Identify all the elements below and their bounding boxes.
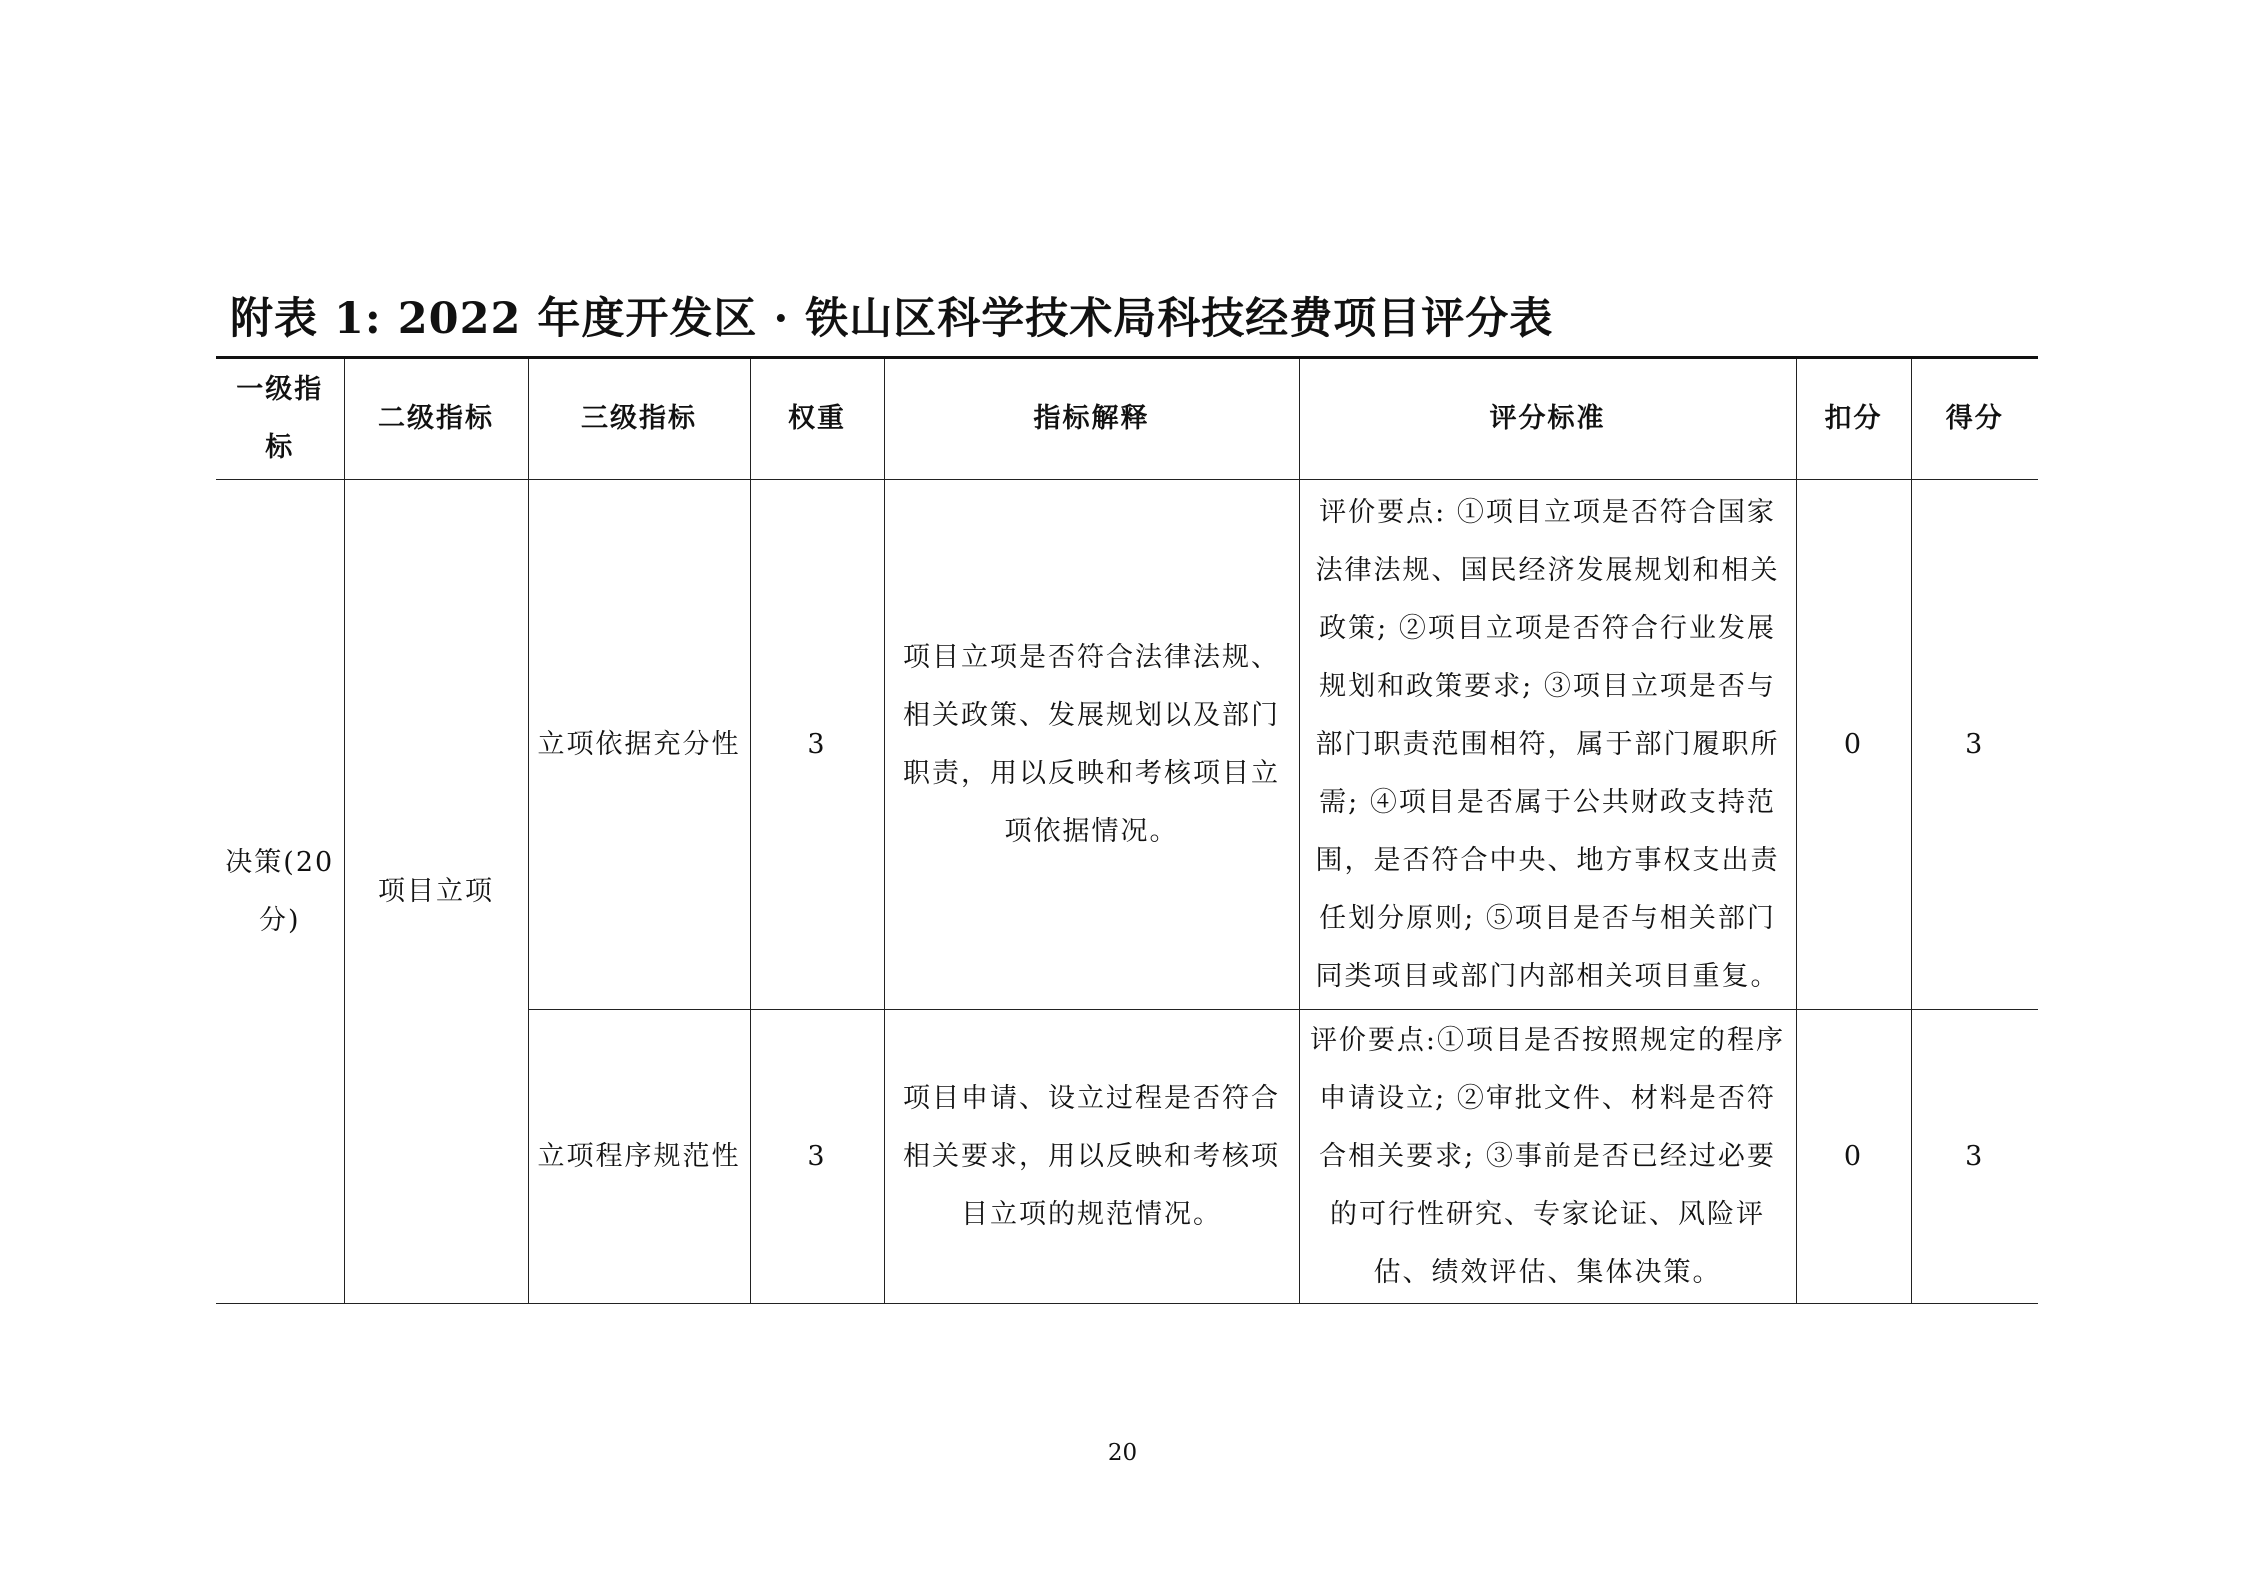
criteria-cell: 评价要点:①项目是否按照规定的程序申请设立; ②审批文件、材料是否符合相关要求; ③事前是否已经过必要的可行性研究、专家论证、风险评估、绩效评估、集体决策。 [1299,1010,1796,1304]
explanation-cell: 项目申请、设立过程是否符合相关要求，用以反映和考核项目立项的规范情况。 [884,1010,1299,1304]
header-deduction: 扣分 [1796,359,1911,480]
deduction-cell: 0 [1796,1010,1911,1304]
header-level2: 二级指标 [344,359,528,480]
header-level3: 三级指标 [528,359,750,480]
level1-cell: 决策(20分) [216,480,344,1304]
level3-cell: 立项程序规范性 [528,1010,750,1304]
scoring-table [216,359,2038,1304]
score-cell: 3 [1911,480,2038,1010]
level3-cell: 立项依据充分性 [528,480,750,1010]
weight-cell: 3 [750,1010,884,1304]
header-weight: 权重 [750,359,884,480]
criteria-cell: 评价要点: ①项目立项是否符合国家法律法规、国民经济发展规划和相关政策; ②项目立项是否符合行业发展规划和政策要求; ③项目立项是否与部门职责范围相符，属于部门履职所需; ④项目是否属于公共财政支持范围，是否符合中央、地方事权支出责任划分原则; ⑤项目是否与相关部门同类项目或部门内部相关项目重复。 [1299,480,1796,1010]
explanation-cell: 项目立项是否符合法律法规、相关政策、发展规划以及部门职责，用以反映和考核项目立项依据情况。 [884,480,1299,1010]
table-header-row [216,359,2038,480]
weight-cell: 3 [750,480,884,1010]
header-level1: 一级指标 [216,359,344,480]
level2-cell: 项目立项 [344,480,528,1304]
table-row [216,480,2038,1010]
header-explanation: 指标解释 [884,359,1299,480]
header-score: 得分 [1911,359,2038,480]
score-cell: 3 [1911,1010,2038,1304]
page-number: 20 [1107,1440,1138,1466]
header-criteria: 评分标准 [1299,359,1796,480]
page-title: 附表 1: 2022 年度开发区 · 铁山区科学技术局科技经费项目评分表 [230,294,1554,344]
deduction-cell: 0 [1796,480,1911,1010]
